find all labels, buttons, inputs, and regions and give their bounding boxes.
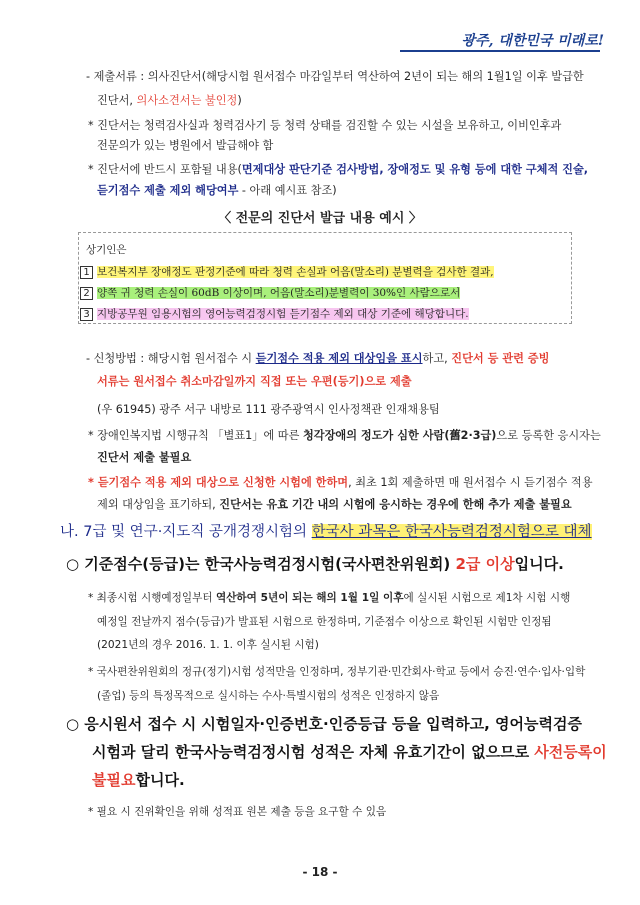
example-intro: 상기인은 [86,244,127,256]
apply-address: (우 61945) 광주 서구 내방로 111 광주광역시 인사정책관 인재채용팀 [97,403,440,416]
standard-note-1a: * 최종시험 시행예정일부터 역산하여 5년이 되는 해의 1월 1일 이후에 실시된 시험으로 제1차 시험 시행 [88,592,571,604]
standard-note-1c: (2021년의 경우 2016. 1. 1. 이후 실시된 시험) [97,639,319,651]
apply-note-2a: * 듣기점수 적용 제외 대상으로 신청한 시험에 한하며, 최초 1회 제출하면 매 원서접수 시 듣기점수 적용 [88,476,593,489]
example-title: 〈 전문의 진단서 발급 내용 예시 〉 [218,211,422,226]
standard-score-main: ○ 기준점수(등급)는 한국사능력검정시험(국사편찬위원회) 2급 이상입니다. [66,555,564,573]
docs-note-1b: 전문의가 있는 병원에서 발급해야 함 [97,139,274,152]
standard-note-2b: (졸업) 등의 특정목적으로 실시하는 수사·특별시험의 성적은 인정하지 않음 [97,690,440,702]
application-main-line-3: 불필요합니다. [92,771,185,789]
page-number: - 18 - [302,865,338,879]
application-main-line-2: 시험과 달리 한국사능력검정시험 성적은 자체 유효기간이 없으므로 사전등록이 [92,743,607,761]
apply-note-1a: * 장애인복지법 시행규칙 「별표1」에 따른 청각장애의 정도가 심한 사람(舊2·3급)으로 등록한 응시자는 [88,429,601,442]
standard-note-1b: 예정일 전날까지 점수(등급)가 발표된 시험으로 한정하며, 기준점수 이상으로 확인된 시험만 인정됨 [97,616,552,628]
city-slogan-logo: 광주, 대한민국 미래로! [461,33,604,49]
docs-line-1: - 제출서류 : 의사진단서(해당시험 원서접수 마감일부터 역산하여 2년이 되는 해의 1월1일 이후 발급한 [86,70,584,83]
section-heading-na: 나. 7급 및 연구·지도직 공개경쟁시험의 한국사 과목은 한국사능력검정시험으로 대체 [60,524,592,540]
example-item-3: 3 지방공무원 임용시험의 영어능력검정시험 듣기점수 제외 대상 기준에 해당합니다. [80,306,469,321]
apply-line-1: - 신청방법 : 해당시험 원서접수 시 듣기점수 적용 제외 대상임을 표시하고, 진단서 등 관련 증빙 [86,352,550,365]
docs-line-2: 진단서, 의사소견서는 불인정) [97,94,242,107]
apply-line-2: 서류는 원서접수 취소마감일까지 직접 또는 우편(등기)으로 제출 [97,375,412,388]
apply-note-1b: 진단서 제출 불필요 [97,451,192,464]
application-main-line-1: ○ 응시원서 접수 시 시험일자·인증번호·인증등급 등을 입력하고, 영어능력검증 [66,715,582,733]
docs-note-2b: 듣기점수 제출 제외 해당여부 - 아래 예시표 참조) [97,184,337,197]
docs-note-2a: * 진단서에 반드시 포함될 내용(면제대상 판단기준 검사방법, 장애정도 및 유형 등에 대한 구체적 진술, [88,163,589,176]
standard-note-2a: * 국사편찬위원회의 정규(정기)시험 성적만을 인정하며, 정부기관·민간회사·학교 등에서 승진·연수·입사·입학 [88,666,586,678]
example-item-2: 2 양쪽 귀 청력 손실이 60dB 이상이며, 어음(말소리)분별력이 30%인 사람으로서 [80,285,460,300]
docs-note-1a: * 진단서는 청력검사실과 청력검사기 등 청력 상태를 검진할 수 있는 시설을 보유하고, 이비인후과 [88,119,562,132]
application-note: * 필요 시 진위확인을 위해 성적표 원본 제출 등을 요구할 수 있음 [88,806,387,818]
header-rule [400,50,600,52]
example-item-1: 1 보건복지부 장애정도 판정기준에 따라 청력 손실과 어음(말소리) 분별력을 검사한 결과, [80,264,494,279]
apply-note-2b: 제외 대상임을 표기하되, 진단서는 유효 기간 내의 시험에 응시하는 경우에 한해 추가 제출 불필요 [97,498,572,511]
